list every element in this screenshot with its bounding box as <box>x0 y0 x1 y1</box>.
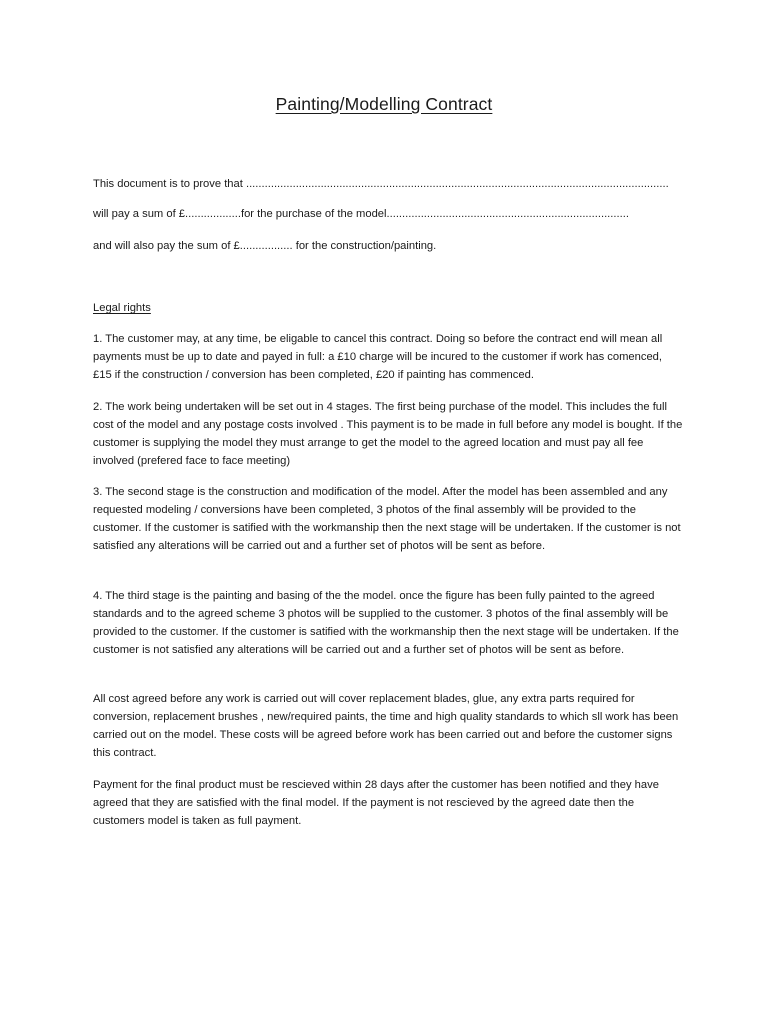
payment-paragraph: Payment for the final product must be rescieved within 28 days after the customer has been notified and they have agreed that they are satisfied with the final model. If the payment is not rescieved by the agreed date then the customers model is taken as full payment. <box>93 779 659 828</box>
costs-paragraph: All cost agreed before any work is carried out will cover replacement blades, glue, any extra parts required for conversion, replacement brushes , new/required paints, the time and high quality standards to which sll work has been carried out on the model. These costs will be agreed before work has been carried out and before the customer signs this contract. <box>93 693 679 760</box>
clause-2-stage-purchase: 2. The work being undertaken will be set out in 4 stages. The first being purchase of the model. This includes the full cost of the model and any postage costs involved . This payment is to be made in full before any model is bought. If the customer is supplying the model they must arrange to get the model to the agreed location and must pay all fee involved (prefered face to face meeting) <box>93 401 683 468</box>
intro-line-construction-sum: and will also pay the sum of £................. for the construction/painting. <box>93 240 437 252</box>
document-title: Painting/Modelling Contract <box>275 94 493 114</box>
clause-1-cancellation: 1. The customer may, at any time, be eligable to cancel this contract. Doing so before the contract end will mean all payments must be up to date and payed in full: a £10 charge will be incured to the customer if work has comenced, £15 if the construction / conversion has been completed, £20 if painting has commenced. <box>93 333 663 382</box>
clause-4-stage-painting: 4. The third stage is the painting and basing of the the model. once the figure has been fully painted to the agreed standards and to the agreed scheme 3 photos will be supplied to the customer. 3 photos of the final assembly will be provided to the customer. If the customer is satified with the workmanship then the next stage will be undertaken. If the customer is not satisfied any alterations will be carried out and a further set of photos will be sent as before. <box>93 590 679 657</box>
intro-line-purchase-sum: will pay a sum of £..................for the purchase of the model.............................................................................. <box>93 208 629 220</box>
legal-rights-heading: Legal rights <box>93 302 151 314</box>
clause-3-stage-construction: 3. The second stage is the construction and modification of the model. After the model has been assembled and any requested modeling / conversions have been completed, 3 photos of the final assembly will be provided to the customer. If the customer is satified with the workmanship then the next stage will be undertaken. If the customer is not satisfied any alterations will be carried out and a further set of photos will be sent as before. <box>93 486 681 553</box>
intro-line-prove: This document is to prove that ........................................................................................................................................ <box>93 178 669 190</box>
